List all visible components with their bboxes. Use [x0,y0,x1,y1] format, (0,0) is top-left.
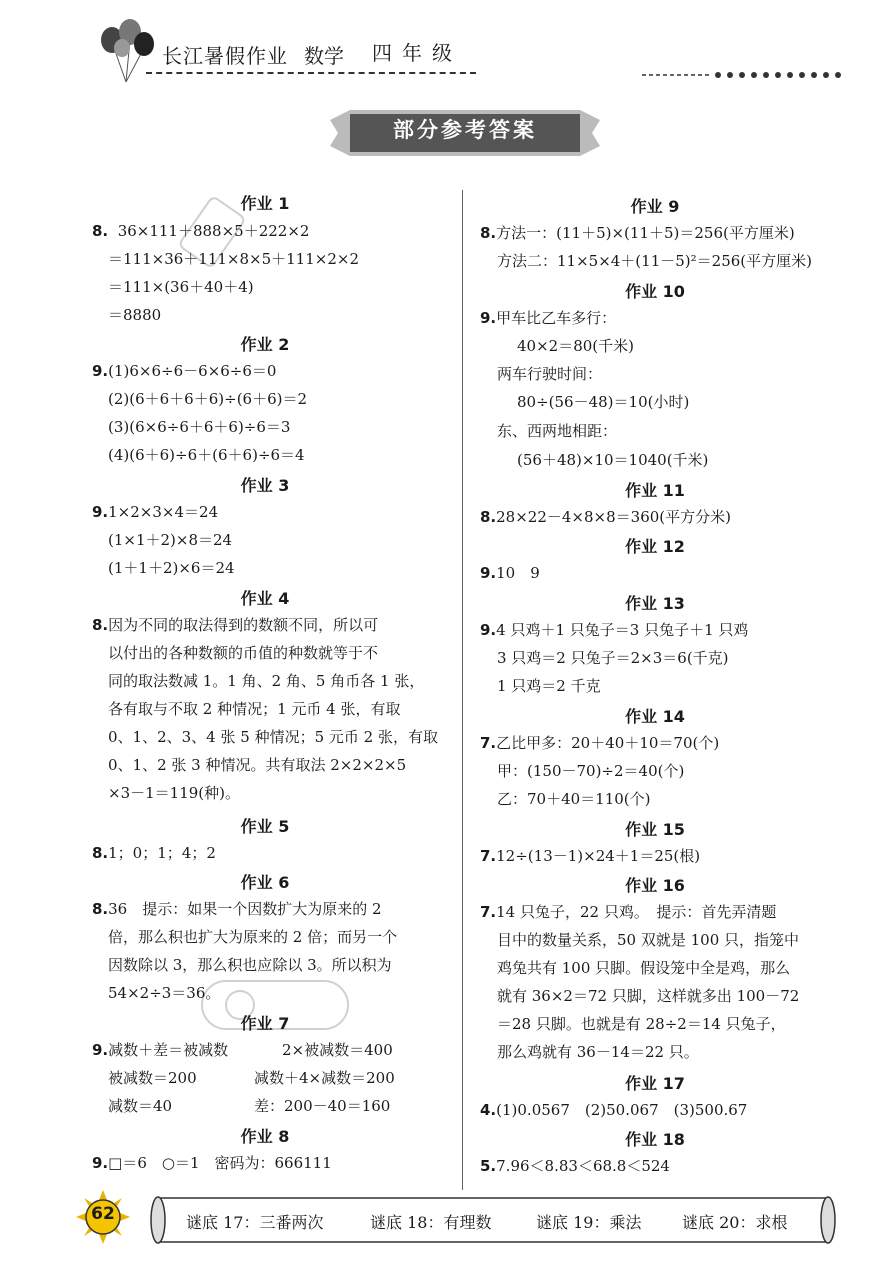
hw7-title: 作业 7 [240,1014,290,1033]
hw16-line: 目中的数量关系，50 双就是 100 只，指笼中 [497,931,800,949]
hw7-line: 2×被减数＝400 [282,1041,393,1059]
hw15-line: 7.12÷(13－1)×24＋1＝25(根) [480,847,701,865]
hw1-line: ＝111×36＋111×8×5＋111×2×2 [108,250,359,268]
hw2-line: 9.(1)6×6÷6－6×6÷6＝0 [92,362,277,380]
riddle-answer: 谜底 18：有理数 [370,1213,492,1232]
hw11-title: 作业 11 [625,481,685,500]
hw9-line: 方法二：11×5×4＋(11－5)²＝256(平方厘米) [497,252,812,270]
hw10-line: 东、西两地相距： [497,422,618,440]
hw12-title: 作业 12 [625,537,685,556]
hw4-title: 作业 4 [240,589,290,608]
hw16-line: ＝28 只脚。也就是有 28÷2＝14 只兔子， [497,1015,786,1033]
hw16-line: 那么鸡就有 36－14＝22 只。 [497,1043,699,1061]
hw4-line: 以付出的各种数额的币值的种数就等于不 [108,644,379,662]
banner-title: 部分参考答案 [393,118,537,142]
hw5-line: 8.1；0；1；4；2 [92,844,216,862]
hw8-line: 9.□＝6 ○＝1 密码为：666111 [92,1154,332,1172]
riddle-answer: 谜底 20：求根 [682,1213,788,1232]
hw8-title: 作业 8 [240,1127,290,1146]
hw14-title: 作业 14 [625,707,685,726]
hw2-line: (3)(6×6÷6＋6＋6)÷6＝3 [108,418,291,436]
column-divider [462,190,463,1190]
hw5-title: 作业 5 [240,817,290,836]
page-number: 62 [91,1204,115,1224]
hw7-line: 被减数＝200 [108,1069,197,1087]
hw15-title: 作业 15 [625,820,685,839]
hw4-line: 8.因为不同的取法得到的数额不同，所以可 [92,616,379,634]
hw10-line: 40×2＝80(千米) [517,337,634,355]
hw17-line: 4.(1)0.0567 (2)50.067 (3)500.67 [480,1101,748,1119]
hw14-line: 甲：(150－70)÷2＝40(个) [497,762,685,780]
hw13-line: 3 只鸡＝2 只兔子＝2×3＝6(千克) [497,649,729,667]
hw10-line: 两车行驶时间： [497,365,603,383]
balloons-icon [96,18,156,84]
hw2-line: (4)(6＋6)÷6＋(6＋6)÷6＝4 [108,446,305,464]
hw7-line: 9.减数＋差＝被减数 [92,1041,229,1059]
hw10-title: 作业 10 [625,282,685,301]
header-grade: 四年级 [372,41,462,65]
hw14-line: 7.乙比甲多：20＋40＋10＝70(个) [480,734,720,752]
hw9-title: 作业 9 [630,197,680,216]
hw4-line: 0、1、2 张 3 种情况。共有取法 2×2×2×5 [108,756,407,774]
hw3-line: (1×1＋2)×8＝24 [108,531,233,549]
hw10-line: (56＋48)×10＝1040(千米) [517,451,709,469]
hw1-line: 8. 36×111＋888×5＋222×2 [92,222,310,240]
riddle-answer: 谜底 17：三番两次 [186,1213,324,1232]
hw18-title: 作业 18 [625,1130,685,1149]
hw7-line: 减数＋4×减数＝200 [254,1069,395,1087]
hw16-line: 鸡兔共有 100 只脚。假设笼中全是鸡，那么 [497,959,791,977]
hw10-line: 80÷(56－48)＝10(小时) [517,393,690,411]
hw4-line: 同的取法数减 1。1 角、2 角、5 角币各 1 张， [108,672,425,690]
dotted-rule [642,70,842,80]
hw16-line: 就有 36×2＝72 只脚，这样就多出 100－72 [497,987,800,1005]
hw7-line: 差：200－40＝160 [254,1097,391,1115]
hw6-line: 8.36 提示：如果一个因数扩大为原来的 2 [92,900,382,918]
hw14-line: 乙：70＋40＝110(个) [497,790,651,808]
hw6-line: 54×2÷3＝36。 [108,984,221,1002]
hw12-line: 9.10 9 [480,564,540,582]
hw11-line: 8.28×22－4×8×8＝360(平方分米) [480,508,731,526]
hw2-line: (2)(6＋6＋6＋6)÷(6＋6)＝2 [108,390,308,408]
header-rule [146,72,476,74]
hw7-line: 减数＝40 [108,1097,173,1115]
hw4-line: ×3－1＝119(种)。 [108,784,240,802]
riddle-answer: 谜底 19：乘法 [536,1213,642,1232]
hw6-line: 因数除以 3，那么积也应除以 3。所以积为 [108,956,392,974]
hw10-line: 9.甲车比乙车多行： [480,309,617,327]
hw18-line: 5.7.96＜8.83＜68.8＜524 [480,1157,670,1175]
hw13-line: 1 只鸡＝2 千克 [497,677,601,695]
hw9-line: 8.方法一：(11＋5)×(11＋5)＝256(平方厘米) [480,224,795,242]
hw16-title: 作业 16 [625,876,685,895]
header-subject: 数学 [304,44,344,68]
hw13-title: 作业 13 [625,594,685,613]
hw13-line: 9.4 只鸡＋1 只兔子＝3 只兔子＋1 只鸡 [480,621,749,639]
hw3-line: 9.1×2×3×4＝24 [92,503,219,521]
hw3-title: 作业 3 [240,476,290,495]
hw16-line: 7.14 只兔子，22 只鸡。 提示：首先弄清题 [480,903,777,921]
hw2-title: 作业 2 [240,335,290,354]
hw4-line: 0、1、2、3、4 张 5 种情况；5 元币 2 张，有取 [108,728,438,746]
hw4-line: 各有取与不取 2 种情况；1 元币 4 张，有取 [108,700,401,718]
header-title: 长江暑假作业 [162,44,288,68]
hw17-title: 作业 17 [625,1074,685,1093]
hw6-title: 作业 6 [240,873,290,892]
hw6-line: 倍，那么积也扩大为原来的 2 倍；而另一个 [108,928,398,946]
hw1-line: ＝111×(36＋40＋4) [108,278,254,296]
hw1-line: ＝8880 [108,306,162,324]
hw1-title: 作业 1 [240,194,290,213]
hw3-line: (1＋1＋2)×6＝24 [108,559,235,577]
